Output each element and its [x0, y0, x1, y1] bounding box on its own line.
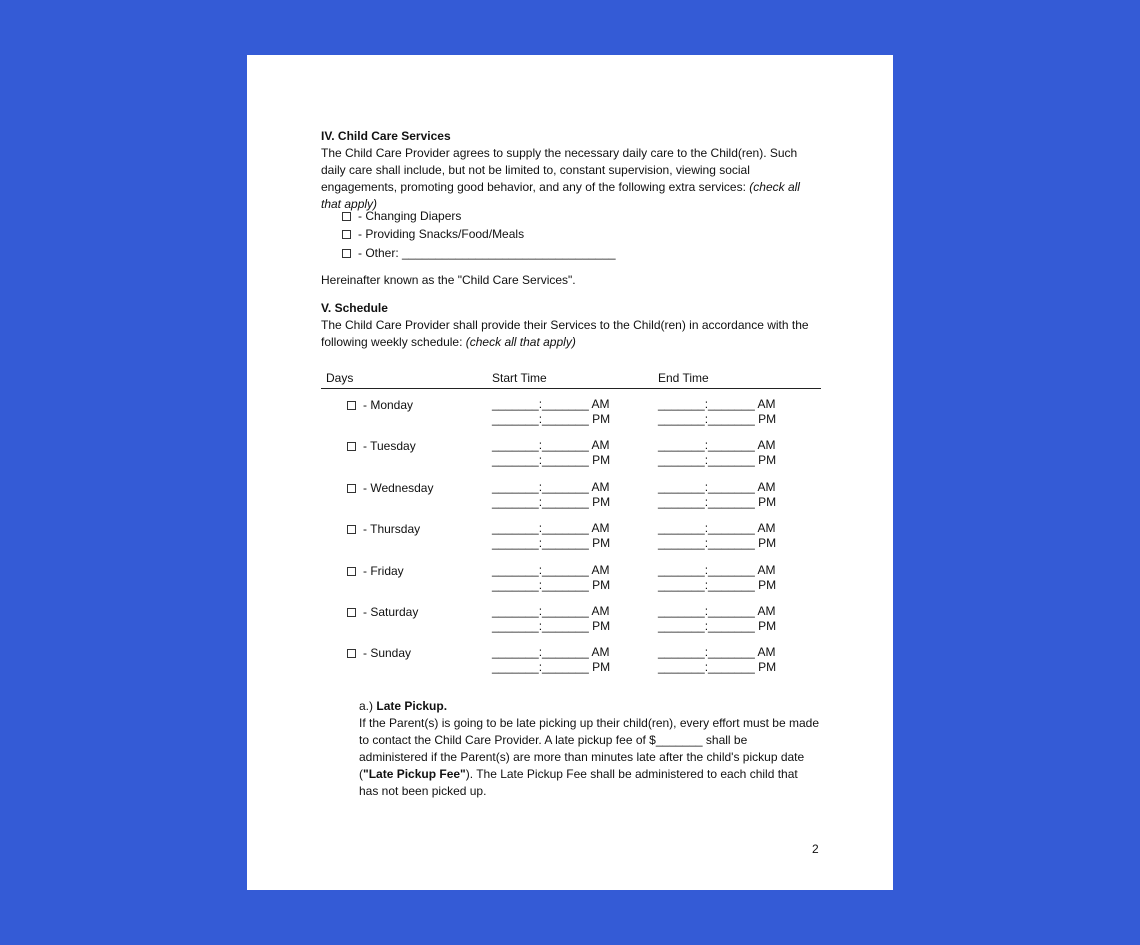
start-time-pm-field[interactable]: _______:_______ PM	[492, 495, 611, 509]
option-label: - Providing Snacks/Food/Meals	[358, 226, 525, 241]
service-option-diapers[interactable]	[342, 207, 461, 225]
end-time-pm-field[interactable]: _______:_______ PM	[658, 619, 777, 633]
checkbox[interactable]	[347, 484, 356, 493]
schedule-day-row[interactable]	[347, 438, 416, 455]
start-time-am-field[interactable]: _______:_______ AM	[492, 438, 610, 452]
schedule-day-row[interactable]	[347, 521, 420, 538]
end-time-am-field[interactable]: _______:_______ AM	[658, 563, 776, 577]
end-time-am-field[interactable]: _______:_______ AM	[658, 397, 776, 411]
section-4-text: The Child Care Provider agrees to supply the necessary daily care to the Child(ren). Such daily care shall include, but not be limited to, constant supervision, viewing social engagements, promoting good behavior, and any of the following extra services:	[321, 146, 798, 194]
checkbox[interactable]	[347, 649, 356, 658]
day-label: - Tuesday	[363, 439, 416, 453]
column-header-days: Days	[326, 371, 354, 385]
section-4-note: (check all that apply)	[321, 180, 800, 211]
day-label: - Sunday	[363, 646, 412, 660]
schedule-day-row[interactable]	[347, 480, 433, 497]
column-header-start: Start Time	[492, 371, 547, 385]
section-5-body	[321, 317, 816, 351]
checkbox[interactable]	[347, 401, 356, 410]
start-time-am-field[interactable]: _______:_______ AM	[492, 397, 610, 411]
table-header-divider	[321, 388, 821, 389]
end-time-pm-field[interactable]: _______:_______ PM	[658, 495, 777, 509]
end-time-am-field[interactable]: _______:_______ AM	[658, 521, 776, 535]
section-5-heading: V. Schedule	[321, 301, 388, 315]
section-4-body	[321, 145, 816, 213]
hereinafter-text: Hereinafter known as the "Child Care Services".	[321, 273, 576, 287]
end-time-pm-field[interactable]: _______:_______ PM	[658, 660, 777, 674]
start-time-pm-field[interactable]: _______:_______ PM	[492, 536, 611, 550]
start-time-pm-field[interactable]: _______:_______ PM	[492, 453, 611, 467]
column-header-end: End Time	[658, 371, 709, 385]
end-time-pm-field[interactable]: _______:_______ PM	[658, 536, 777, 550]
end-time-am-field[interactable]: _______:_______ AM	[658, 480, 776, 494]
clause-term: "Late Pickup Fee"	[363, 767, 466, 781]
checkbox[interactable]	[347, 608, 356, 617]
checkbox[interactable]	[347, 442, 356, 451]
end-time-am-field[interactable]: _______:_______ AM	[658, 645, 776, 659]
day-label: - Wednesday	[363, 481, 434, 495]
start-time-am-field[interactable]: _______:_______ AM	[492, 480, 610, 494]
checkbox[interactable]	[347, 567, 356, 576]
start-time-pm-field[interactable]: _______:_______ PM	[492, 660, 611, 674]
clause-text-1: If the Parent(s) is going to be late picking up their child(ren), every effort must be made to contact the Child Care Provider. A late pickup fee of $_______ shall be administered if the Parent(s) are more than minutes late after the child's pickup date (	[359, 716, 820, 781]
clause-text-2: ). The Late Pickup Fee shall be administered to each child that has not been picked up.	[359, 767, 798, 798]
start-time-pm-field[interactable]: _______:_______ PM	[492, 619, 611, 633]
start-time-am-field[interactable]: _______:_______ AM	[492, 645, 610, 659]
page-number: 2	[812, 842, 819, 856]
section-5-text: The Child Care Provider shall provide their Services to the Child(ren) in accordance with the following weekly schedule:	[321, 318, 809, 349]
start-time-pm-field[interactable]: _______:_______ PM	[492, 578, 611, 592]
checkbox[interactable]	[342, 230, 351, 239]
schedule-day-row[interactable]	[347, 397, 413, 414]
service-option-other[interactable]	[342, 244, 616, 262]
end-time-pm-field[interactable]: _______:_______ PM	[658, 578, 777, 592]
day-label: - Saturday	[363, 605, 419, 619]
schedule-day-row[interactable]	[347, 604, 418, 621]
end-time-am-field[interactable]: _______:_______ AM	[658, 604, 776, 618]
start-time-pm-field[interactable]: _______:_______ PM	[492, 412, 611, 426]
schedule-day-row[interactable]	[347, 645, 411, 662]
start-time-am-field[interactable]: _______:_______ AM	[492, 604, 610, 618]
document-page	[247, 55, 893, 890]
clause-prefix: a.)	[359, 699, 374, 713]
section-4-heading: IV. Child Care Services	[321, 129, 451, 143]
start-time-am-field[interactable]: _______:_______ AM	[492, 521, 610, 535]
checkbox[interactable]	[347, 525, 356, 534]
day-label: - Thursday	[363, 522, 421, 536]
checkbox[interactable]	[342, 212, 351, 221]
end-time-pm-field[interactable]: _______:_______ PM	[658, 453, 777, 467]
late-pickup-clause	[359, 698, 819, 800]
service-option-snacks[interactable]	[342, 225, 524, 243]
end-time-pm-field[interactable]: _______:_______ PM	[658, 412, 777, 426]
checkbox[interactable]	[342, 249, 351, 258]
day-label: - Friday	[363, 564, 404, 578]
start-time-am-field[interactable]: _______:_______ AM	[492, 563, 610, 577]
section-5-note: (check all that apply)	[465, 335, 576, 349]
option-label: - Changing Diapers	[358, 208, 462, 223]
schedule-day-row[interactable]	[347, 563, 404, 580]
day-label: - Monday	[363, 398, 414, 412]
end-time-am-field[interactable]: _______:_______ AM	[658, 438, 776, 452]
clause-title: Late Pickup.	[376, 699, 448, 713]
option-label: - Other: ________________________________	[358, 245, 616, 260]
